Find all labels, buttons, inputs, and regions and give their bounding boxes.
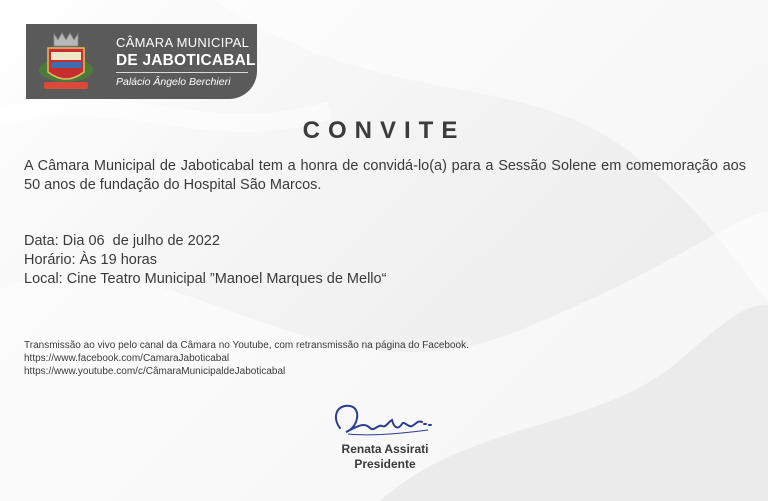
signatory-name: Renata Assirati bbox=[341, 442, 429, 456]
header-line-1: CÂMARA MUNICIPAL bbox=[116, 35, 250, 50]
signatory bbox=[300, 442, 470, 472]
event-place: Local: Cine Teatro Municipal ”Manoel Marques de Mello“ bbox=[24, 271, 387, 287]
facebook-link[interactable]: https://www.facebook.com/CamaraJaboticabal bbox=[24, 353, 230, 364]
event-date: Data: Dia 06 de julho de 2022 bbox=[24, 233, 220, 249]
header-subtitle: Palácio Ângelo Berchieri bbox=[116, 76, 231, 88]
signatory-role: Presidente bbox=[354, 457, 416, 471]
invitation-paragraph: A Câmara Municipal de Jaboticabal tem a honra de convidá-lo(a) para a Sessão Solene em comemoração aos 50 anos de fundação do Hospital São Marcos. bbox=[24, 158, 746, 193]
chamber-header bbox=[26, 24, 257, 99]
youtube-link[interactable]: https://www.youtube.com/c/CâmaraMunicipaldeJaboticabal bbox=[24, 366, 286, 377]
transmission-info bbox=[24, 339, 469, 378]
event-time: Horário: Às 19 horas bbox=[24, 252, 157, 268]
header-divider bbox=[116, 72, 248, 73]
handwritten-signature bbox=[328, 398, 438, 442]
municipal-crest-icon bbox=[38, 28, 94, 94]
header-line-2: DE JABOTICABAL bbox=[116, 52, 256, 69]
transmission-note: Transmissão ao vivo pelo canal da Câmara no Youtube, com retransmissão na página do Facebook. bbox=[24, 340, 469, 351]
event-details bbox=[24, 232, 386, 289]
invitation-title: CONVITE bbox=[302, 117, 466, 144]
